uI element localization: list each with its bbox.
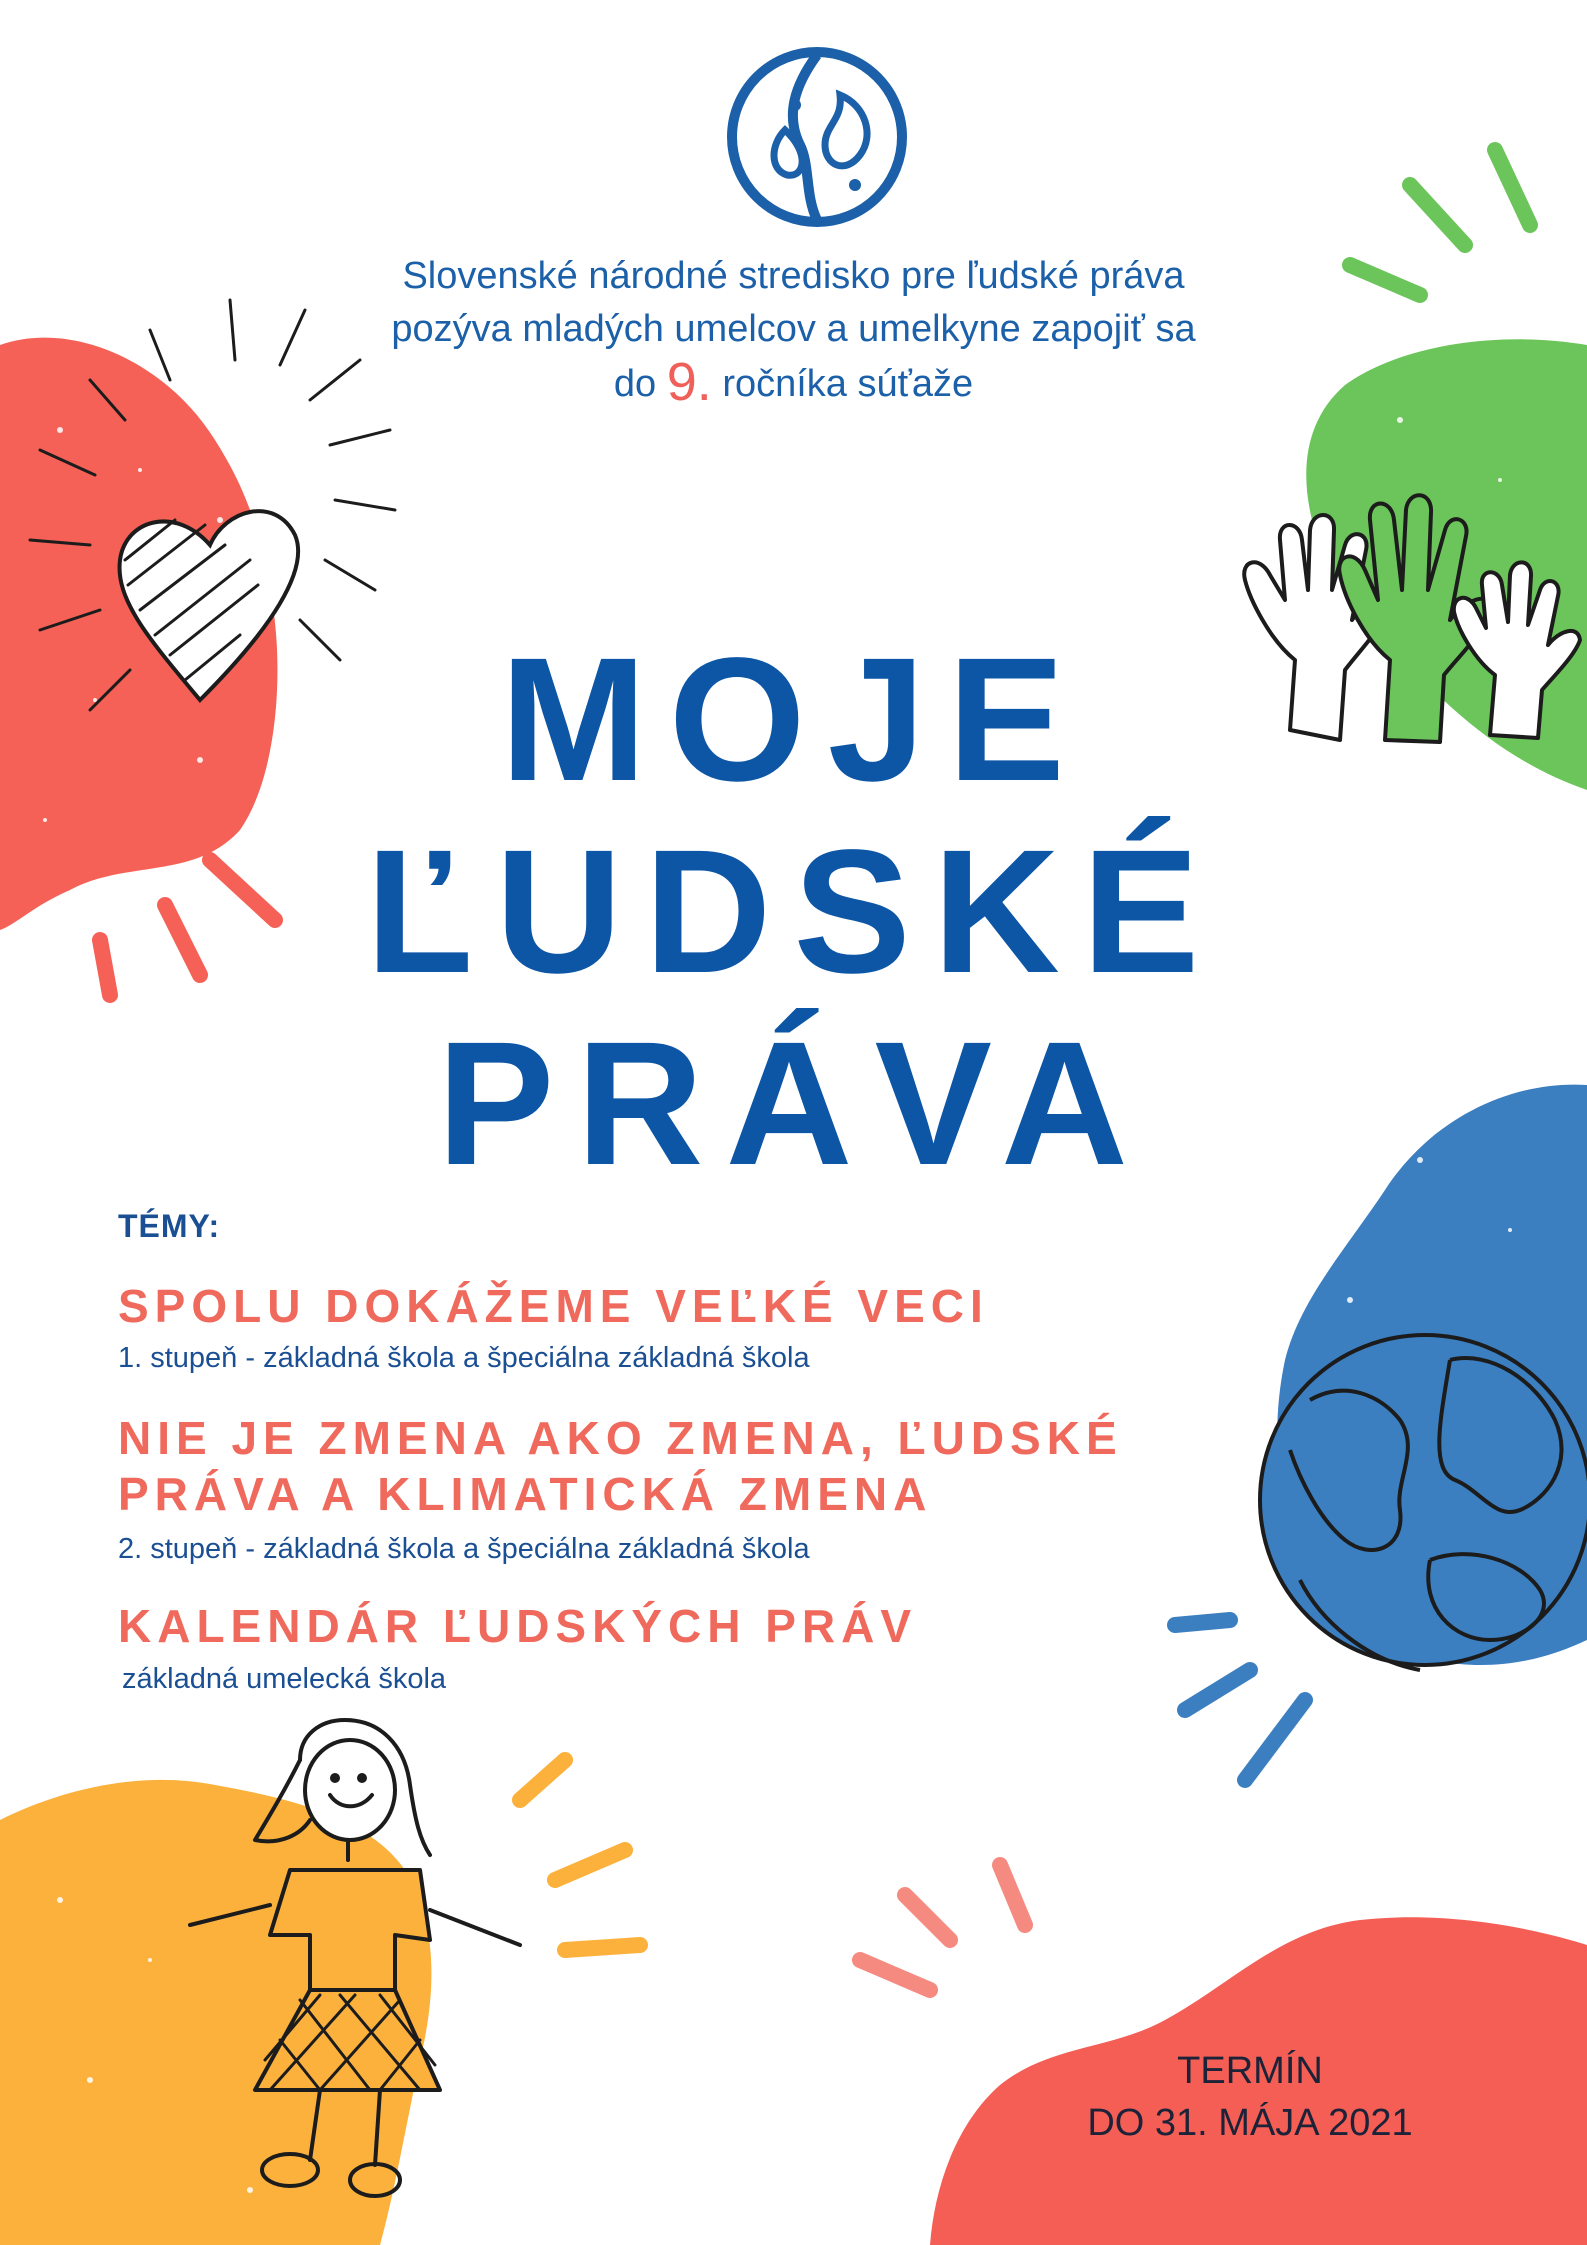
deadline-label: TERMÍN [1177,2050,1323,2092]
title-line-1: MOJE [500,622,1087,818]
theme-1-title: SPOLU DOKÁŽEME VEĽKÉ VECI [118,1280,989,1332]
title-line-3: PRÁVA [436,1006,1151,1202]
theme-2-subtitle: 2. stupeň - základná škola a špeciálna základná škola [118,1533,810,1565]
deadline [1040,2045,1460,2149]
intro-line-2: pozýva mladých umelcov a umelkyne zapojiť sa [391,308,1196,350]
organizer-intro [240,250,1347,411]
sns-ludske-prava-logo-icon [725,45,910,230]
edition-number: 9. [666,352,712,412]
theme-1-subtitle: 1. stupeň - základná škola a špeciálna základná škola [118,1342,810,1374]
theme-2-title-line-1: NIE JE ZMENA AKO ZMENA, ĽUDSKÉ [118,1412,1123,1464]
intro-line-1: Slovenské národné stredisko pre ľudské práva [402,255,1185,297]
themes-label: TÉMY: [118,1208,221,1244]
deadline-date: DO 31. MÁJA 2021 [1087,2102,1413,2144]
intro-suffix: ročníka súťaže [722,363,974,405]
intro-prefix: do [613,363,657,405]
theme-2-title-line-2: PRÁVA A KLIMATICKÁ ZMENA [118,1468,933,1520]
theme-3-subtitle: základná umelecká škola [122,1663,447,1695]
yellow-blob-bottom-left [0,1780,431,2245]
theme-3-title: KALENDÁR ĽUDSKÝCH PRÁV [118,1600,918,1652]
title-line-2: ĽUDSKÉ [365,814,1222,1010]
intro-line-3 [240,352,1347,412]
